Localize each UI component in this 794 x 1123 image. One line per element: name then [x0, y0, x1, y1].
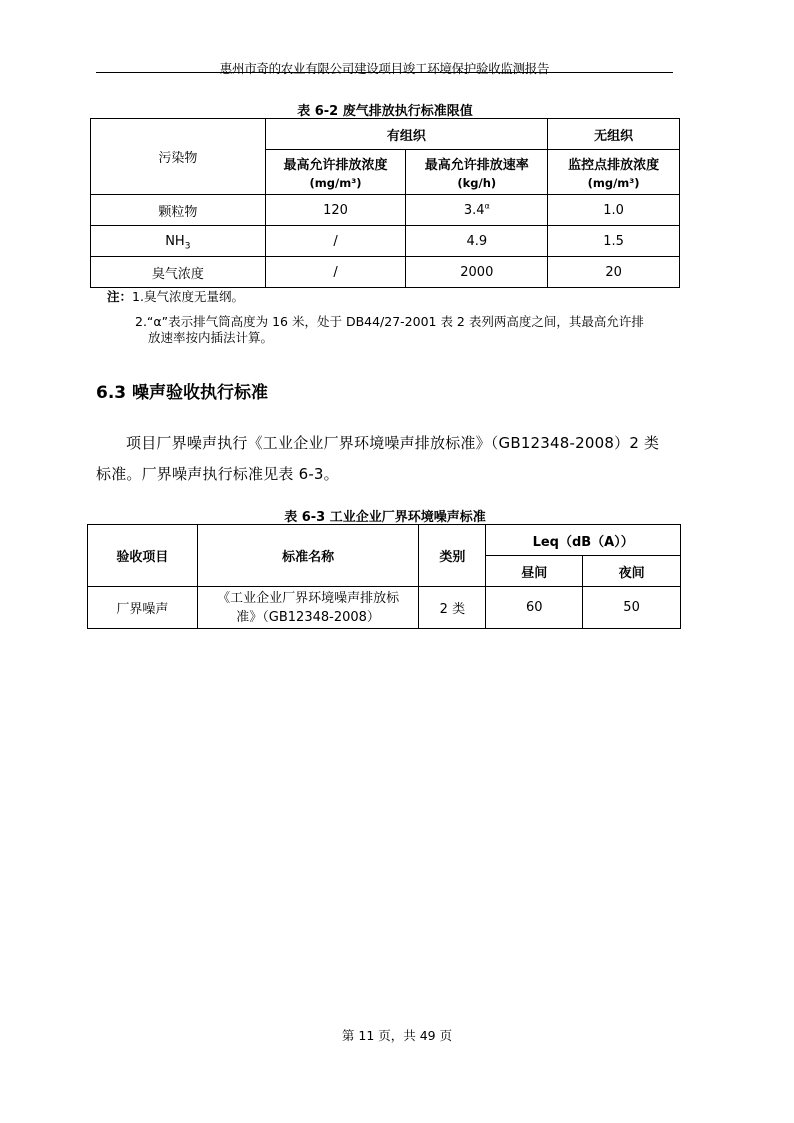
leq-header: Leq（dB（A））	[486, 525, 681, 556]
max-concentration-unit: (mg/m³)	[309, 176, 362, 190]
page-number: 第 11 页，共 49 页	[341, 1028, 453, 1043]
table-row	[91, 195, 680, 226]
note-label: 注：	[107, 289, 133, 304]
pollutant-cell	[91, 226, 266, 257]
rate-cell: 4.9	[406, 226, 548, 257]
max-concentration-header	[265, 150, 406, 195]
monitor-concentration-header	[548, 150, 680, 195]
unorganized-header: 无组织	[548, 119, 680, 150]
pollutant-header: 污染物	[91, 119, 266, 195]
report-header-title: 惠州市奇的农业有限公司建设项目竣工环境保护验收监测报告	[219, 61, 550, 76]
table-6-3-caption: 表 6-3 工业企业厂界环境噪声标准	[284, 510, 486, 525]
concentration-cell: /	[265, 257, 406, 288]
acceptance-item-cell: 厂界噪声	[88, 587, 198, 629]
pollutant-cell: 臭气浓度	[91, 257, 266, 288]
note-2-line-1: 2.“α”表示排气筒高度为 16 米，处于 DB44/27-2001 表 2 表列两高度之间，其最高允许排	[135, 314, 644, 329]
note-1-text: 1.臭气浓度无量纲。	[132, 289, 244, 304]
category-header: 类别	[419, 525, 486, 587]
monitor-cell: 20	[548, 257, 680, 288]
pollutant-subscript: 3	[184, 241, 191, 252]
table-row	[91, 257, 680, 288]
monitor-concentration-label: 监控点排放浓度	[568, 158, 660, 173]
table-6-2-caption: 表 6-2 废气排放执行标准限值	[297, 104, 473, 119]
concentration-cell: 120	[265, 195, 406, 226]
note-1	[107, 287, 244, 305]
standard-name-line-1: 《工业企业厂界环境噪声排放标	[217, 590, 400, 606]
concentration-cell: /	[265, 226, 406, 257]
standard-name-cell	[197, 587, 419, 629]
monitor-concentration-unit: (mg/m³)	[587, 176, 640, 190]
monitor-cell: 1.5	[548, 226, 680, 257]
table-6-3	[87, 524, 681, 629]
paragraph-line-2: 标准。厂界噪声执行标准见表 6-3。	[96, 465, 339, 483]
max-rate-header	[406, 150, 548, 195]
standard-name-line-2: 准》（GB12348-2008）	[236, 609, 380, 625]
nighttime-cell: 50	[583, 587, 681, 629]
header-rule	[96, 72, 673, 73]
paragraph-line-1: 项目厂界噪声执行《工业企业厂界环境噪声排放标准》（GB12348-2008）2 类	[126, 434, 660, 452]
rate-value: 3.4	[463, 202, 485, 218]
table-row	[91, 226, 680, 257]
max-rate-label: 最高允许排放速率	[424, 158, 529, 173]
daytime-cell: 60	[486, 587, 583, 629]
note-2-line-2: 放速率按内插法计算。	[148, 330, 274, 345]
category-cell: 2 类	[419, 587, 486, 629]
organized-header: 有组织	[265, 119, 548, 150]
monitor-cell: 1.0	[548, 195, 680, 226]
table-row	[88, 587, 681, 629]
max-concentration-label: 最高允许排放浓度	[283, 158, 388, 173]
pollutant-cell: 颗粒物	[91, 195, 266, 226]
acceptance-item-header: 验收项目	[88, 525, 198, 587]
pollutant-name: NH	[165, 233, 185, 249]
nighttime-header: 夜间	[583, 556, 681, 587]
standard-name-header: 标准名称	[197, 525, 419, 587]
alpha-superscript: α	[484, 201, 490, 211]
rate-cell	[406, 195, 548, 226]
table-6-2	[90, 118, 680, 288]
rate-cell: 2000	[406, 257, 548, 288]
daytime-header: 昼间	[486, 556, 583, 587]
max-rate-unit: (kg/h)	[457, 176, 497, 190]
section-heading: 6.3 噪声验收执行标准	[96, 383, 269, 403]
